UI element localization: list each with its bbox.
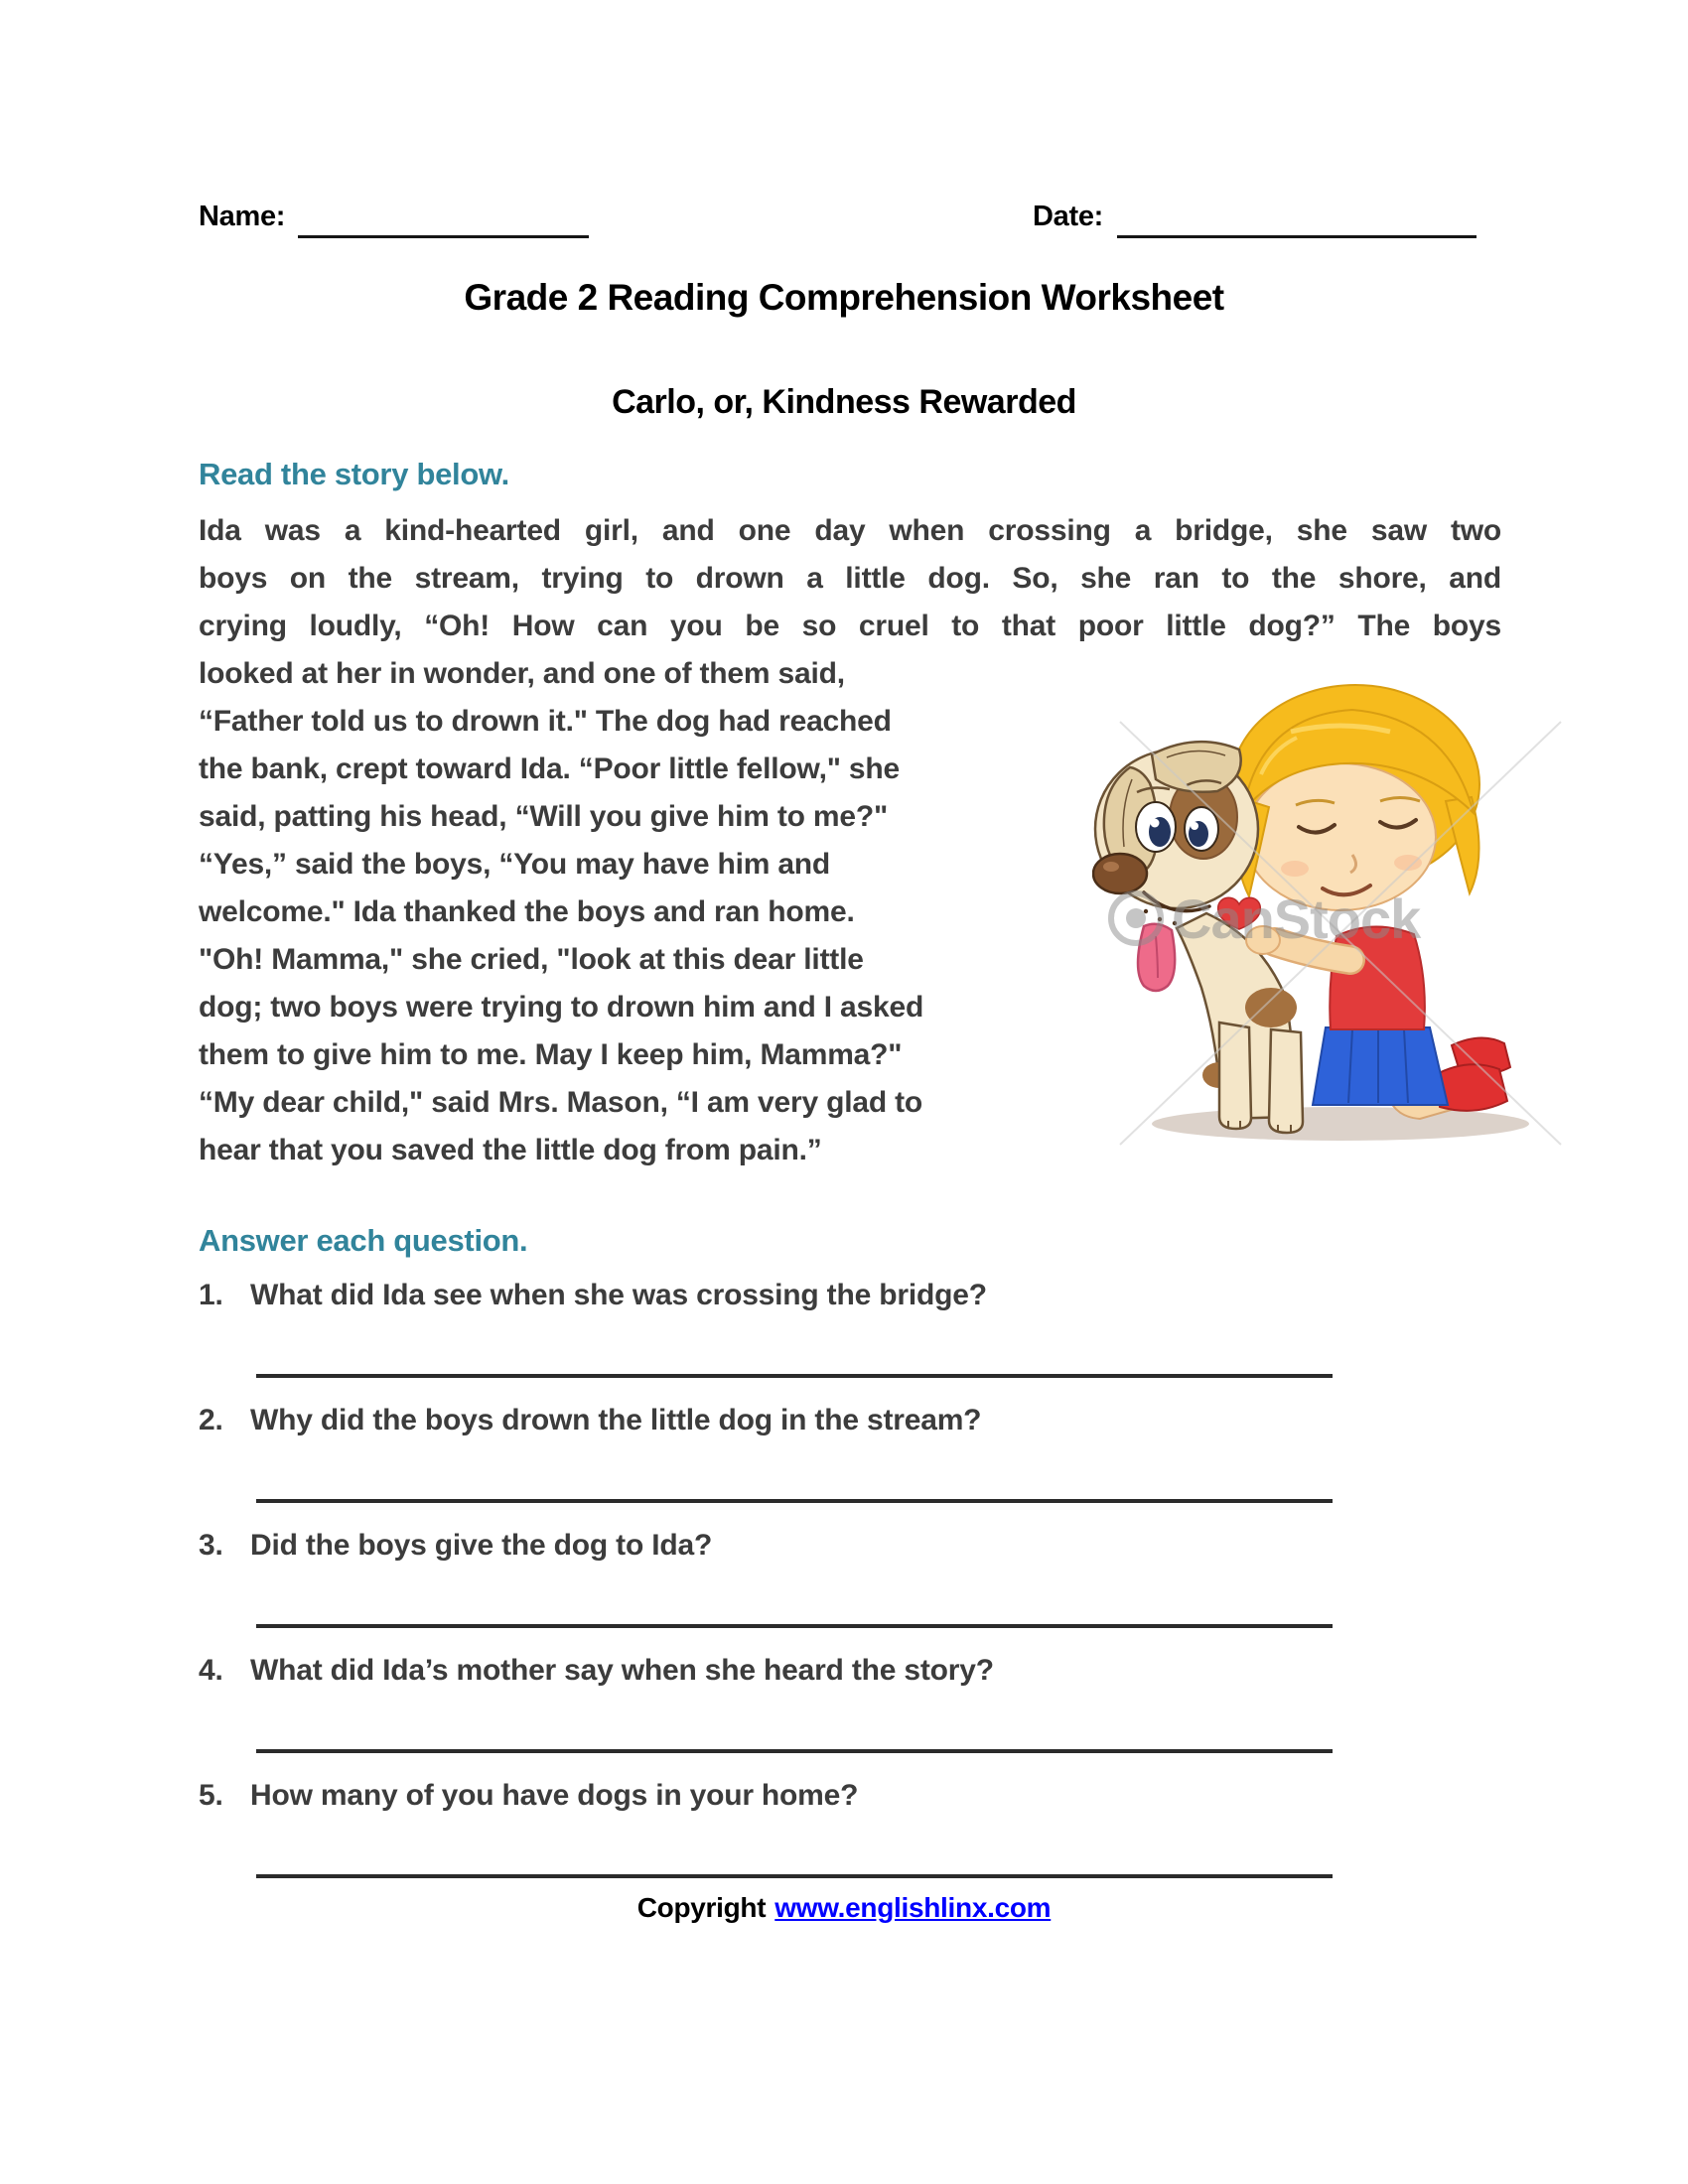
story-illustration [1092, 680, 1589, 1176]
name-label: Name: [199, 201, 286, 232]
illustration-svg [1092, 680, 1589, 1176]
blue-skirt [1313, 1027, 1448, 1105]
story-line: "Oh! Mamma," she cried, "look at this dear little [199, 943, 864, 976]
question-block [199, 1403, 1501, 1528]
copyright-label: Copyright [636, 1892, 767, 1923]
read-story-instruction: Read the story below. [199, 457, 509, 491]
question-block [199, 1278, 1501, 1403]
question-text: What did Ida see when she was crossing the bridge? [250, 1279, 987, 1311]
answer-blank-line [256, 1749, 1333, 1753]
answer-blank-line [256, 1624, 1333, 1628]
question-number: 4. [199, 1654, 223, 1687]
question-number: 1. [199, 1279, 223, 1311]
question-text: How many of you have dogs in your home? [250, 1779, 859, 1812]
question-text: Why did the boys drown the little dog in the stream? [250, 1404, 982, 1436]
story-line: welcome." Ida thanked the boys and ran home. [199, 895, 855, 928]
copyright-link[interactable]: www.englishlinx.com [774, 1892, 1052, 1923]
answer-questions-instruction: Answer each question. [199, 1223, 528, 1258]
story-line: Ida was a kind-hearted girl, and one day when crossing a bridge, she saw two [199, 514, 1501, 547]
question-block [199, 1528, 1501, 1653]
story-title: Carlo, or, Kindness Rewarded [612, 383, 1076, 421]
answer-blank-line [256, 1874, 1333, 1878]
story-line: “My dear child," said Mrs. Mason, “I am very glad to [199, 1086, 923, 1119]
story-line: “Yes,” said the boys, “You may have him and [199, 848, 831, 881]
story-line: them to give him to me. May I keep him, Mamma?" [199, 1038, 903, 1071]
question-block [199, 1653, 1501, 1778]
story-line: dog; two boys were trying to drown him and I asked [199, 991, 924, 1024]
story-line: “Father told us to drown it." The dog had reached [199, 705, 892, 738]
answer-blank-line [256, 1374, 1333, 1378]
question-text: What did Ida’s mother say when she heard the story? [250, 1654, 994, 1687]
question-number: 5. [199, 1779, 223, 1812]
ground-shadow [1152, 1107, 1529, 1141]
question-text: Did the boys give the dog to Ida? [250, 1529, 713, 1562]
svg-text:CanStock: CanStock [1172, 887, 1421, 950]
story-line: crying loudly, “Oh! How can you be so cruel to that poor little dog?” The boys [199, 610, 1501, 642]
question-number: 2. [199, 1404, 223, 1436]
name-blank-line [298, 235, 589, 238]
question-number: 3. [199, 1529, 223, 1562]
story-line: the bank, crept toward Ida. “Poor little fellow," she [199, 752, 900, 785]
story-line: said, patting his head, “Will you give him to me?" [199, 800, 889, 833]
question-block [199, 1778, 1501, 1903]
story-line: boys on the stream, trying to drown a little dog. So, she ran to the shore, and [199, 562, 1501, 595]
copyright-line [0, 1892, 1688, 1924]
story-line: looked at her in wonder, and one of them said, [199, 657, 845, 690]
date-label: Date: [1033, 201, 1104, 232]
story-line: hear that you saved the little dog from pain.” [199, 1134, 822, 1166]
answer-blank-line [256, 1499, 1333, 1503]
dog-nose [1093, 854, 1147, 893]
page-title: Grade 2 Reading Comprehension Worksheet [464, 277, 1224, 318]
questions-list [199, 1278, 1501, 1903]
date-blank-line [1117, 235, 1477, 238]
dog-ear-top [1152, 742, 1241, 792]
